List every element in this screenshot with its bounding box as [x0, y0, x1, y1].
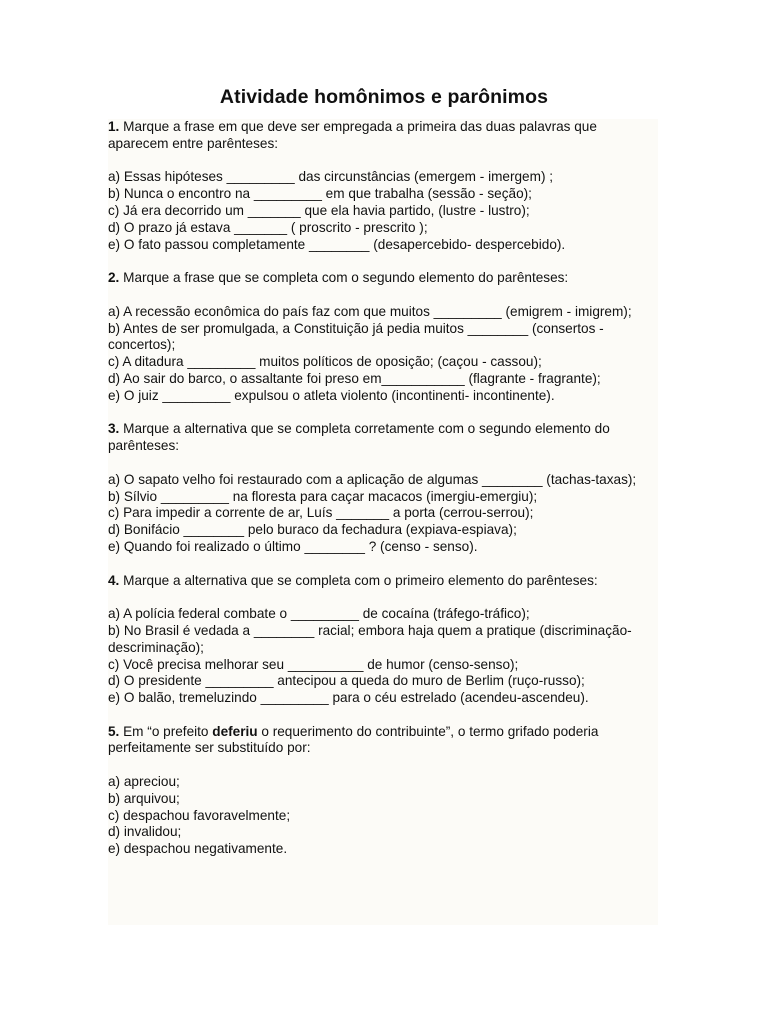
highlighted-term: deferiu: [212, 723, 258, 739]
question-number: 4.: [108, 572, 120, 588]
question-5: [108, 724, 658, 858]
question-stem: [108, 119, 658, 153]
option-d: d) O presidente _________ antecipou a queda do muro de Berlim (ruço-russo);: [108, 673, 585, 689]
option-a: a) O sapato velho foi restaurado com a aplicação de algumas ________ (tachas-taxas);: [108, 471, 637, 487]
question-text-post: o requerimento do contribuinte”, o termo grifado poderia perfeitamente ser substituído por:: [108, 723, 599, 756]
option-b: b) No Brasil é vedada a ________ racial; embora haja quem a pratique (discriminação-descriminação);: [108, 622, 632, 655]
question-stem: [108, 724, 658, 758]
option-c: c) Já era decorrido um _______ que ela havia partido, (lustre - lustro);: [108, 202, 530, 218]
question-stem: [108, 421, 658, 455]
option-b: b) Nunca o encontro na _________ em que trabalha (sessão - seção);: [108, 186, 532, 202]
option-e: e) O juiz _________ expulsou o atleta violento (incontinenti- incontinente).: [108, 387, 555, 403]
question-number: 1.: [108, 119, 120, 134]
option-d: d) invalidou;: [108, 824, 182, 840]
option-a: a) A recessão econômica do país faz com que muitos _________ (emigrem - imigrem);: [108, 303, 632, 319]
question-4: [108, 573, 658, 707]
option-c: c) A ditadura _________ muitos políticos de oposição; (caçou - cassou);: [108, 354, 542, 370]
question-2: [108, 270, 658, 404]
question-text: Marque a alternativa que se completa corretamente com o segundo elemento do parênteses:: [108, 421, 610, 454]
option-e: e) Quando foi realizado o último ________ ? (censo - senso).: [108, 538, 478, 554]
option-c: c) Para impedir a corrente de ar, Luís _______ a porta (cerrou-serrou);: [108, 505, 534, 521]
option-b: b) Antes de ser promulgada, a Constituição já pedia muitos ________ (consertos - concertos);: [108, 320, 604, 353]
option-e: e) O fato passou completamente ________ (desapercebido- despercebido).: [108, 236, 566, 252]
option-b: b) arquivou;: [108, 790, 180, 806]
question-number: 5.: [108, 723, 120, 739]
option-a: a) apreciou;: [108, 774, 180, 790]
option-d: d) Ao sair do barco, o assaltante foi preso em___________ (flagrante - fragrante);: [108, 370, 601, 386]
option-c: c) Você precisa melhorar seu __________ de humor (censo-senso);: [108, 656, 519, 672]
question-text: Marque a frase que se completa com o segundo elemento do parênteses:: [119, 270, 569, 286]
option-b: b) Sílvio _________ na floresta para caçar macacos (imergiu-emergiu);: [108, 488, 538, 504]
option-d: d) O prazo já estava _______ ( proscrito - prescrito );: [108, 219, 428, 235]
question-1: [108, 119, 658, 253]
option-d: d) Bonifácio ________ pelo buraco da fechadura (expiava-espiava);: [108, 522, 517, 538]
option-e: e) despachou negativamente.: [108, 841, 288, 857]
option-c: c) despachou favoravelmente;: [108, 807, 291, 823]
option-a: a) A polícia federal combate o _________ de cocaína (tráfego-tráfico);: [108, 606, 530, 622]
activity-content: [108, 119, 658, 925]
option-a: a) Essas hipóteses _________ das circunstâncias (emergem - imergem) ;: [108, 169, 554, 185]
question-number: 2.: [108, 270, 120, 286]
question-text-pre: Em “o prefeito: [119, 723, 213, 739]
question-number: 3.: [108, 421, 120, 437]
question-3: [108, 421, 658, 555]
question-text: Marque a alternativa que se completa com o primeiro elemento do parênteses:: [119, 572, 598, 588]
question-stem: [108, 270, 658, 287]
question-stem: [108, 573, 658, 590]
option-e: e) O balão, tremeluzindo _________ para o céu estrelado (acendeu-ascendeu).: [108, 690, 589, 706]
question-text: Marque a frase em que deve ser empregada a primeira das duas palavras que aparecem entre parênteses:: [108, 119, 597, 151]
page-title: Atividade homônimos e parônimos: [219, 86, 549, 108]
